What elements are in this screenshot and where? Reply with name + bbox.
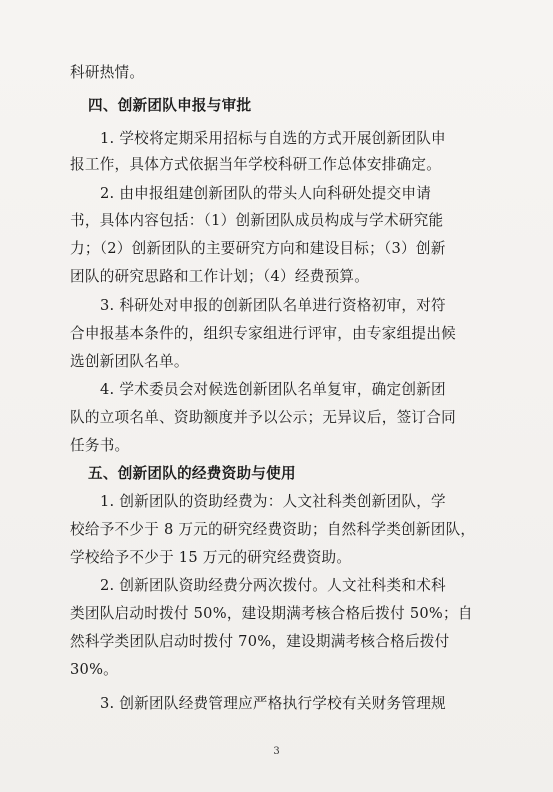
body-line: 1. 学校将定期采用招标与自选的方式开展创新团队申 bbox=[100, 130, 446, 147]
body-line: 力；（2）创新团队的主要研究方向和建设目标；（3）创新 bbox=[70, 240, 446, 257]
body-line: 队的立项名单、资助额度并予以公示；无异议后，签订合同 bbox=[70, 409, 456, 426]
body-line: 学校给予不少于 15 万元的研究经费资助。 bbox=[70, 549, 352, 566]
body-line: 1. 创新团队的资助经费为：人文社科类创新团队，学 bbox=[100, 493, 446, 510]
body-line: 报工作，具体方式依据当年学校科研工作总体安排确定。 bbox=[70, 156, 442, 173]
body-line: 30%。 bbox=[70, 661, 119, 678]
body-line: 4. 学术委员会对候选创新团队名单复审，确定创新团 bbox=[100, 381, 446, 398]
section-heading: 五、创新团队的经费资助与使用 bbox=[88, 465, 296, 482]
body-line: 团队的研究思路和工作计划；（4）经费预算。 bbox=[70, 268, 370, 285]
body-line: 然科学类团队启动时拨付 70%，建设期满考核合格后拨付 bbox=[70, 633, 450, 650]
body-line: 2. 由申报组建创新团队的带头人向科研处提交申请 bbox=[100, 185, 432, 202]
page-number: 3 bbox=[273, 746, 280, 757]
body-line: 校给予不少于 8 万元的研究经费资助；自然科学类创新团队， bbox=[70, 521, 476, 538]
body-line: 3. 科研处对申报的创新团队名单进行资格初审，对符 bbox=[100, 297, 446, 314]
body-line: 3. 创新团队经费管理应严格执行学校有关财务管理规 bbox=[100, 695, 446, 712]
body-line: 任务书。 bbox=[70, 437, 130, 454]
body-line: 合申报基本条件的，组织专家组进行评审，由专家组提出候 bbox=[70, 325, 456, 342]
section-heading: 四、创新团队申报与审批 bbox=[88, 97, 252, 114]
body-line: 类团队启动时拨付 50%，建设期满考核合格后拨付 50%；自 bbox=[70, 605, 473, 622]
body-line: 科研热情。 bbox=[70, 64, 145, 81]
body-line: 选创新团队名单。 bbox=[70, 353, 189, 370]
body-line: 书，具体内容包括：（1）创新团队成员构成与学术研究能 bbox=[70, 212, 444, 229]
body-line: 2. 创新团队资助经费分两次拨付。人文社科类和术科 bbox=[100, 577, 446, 594]
